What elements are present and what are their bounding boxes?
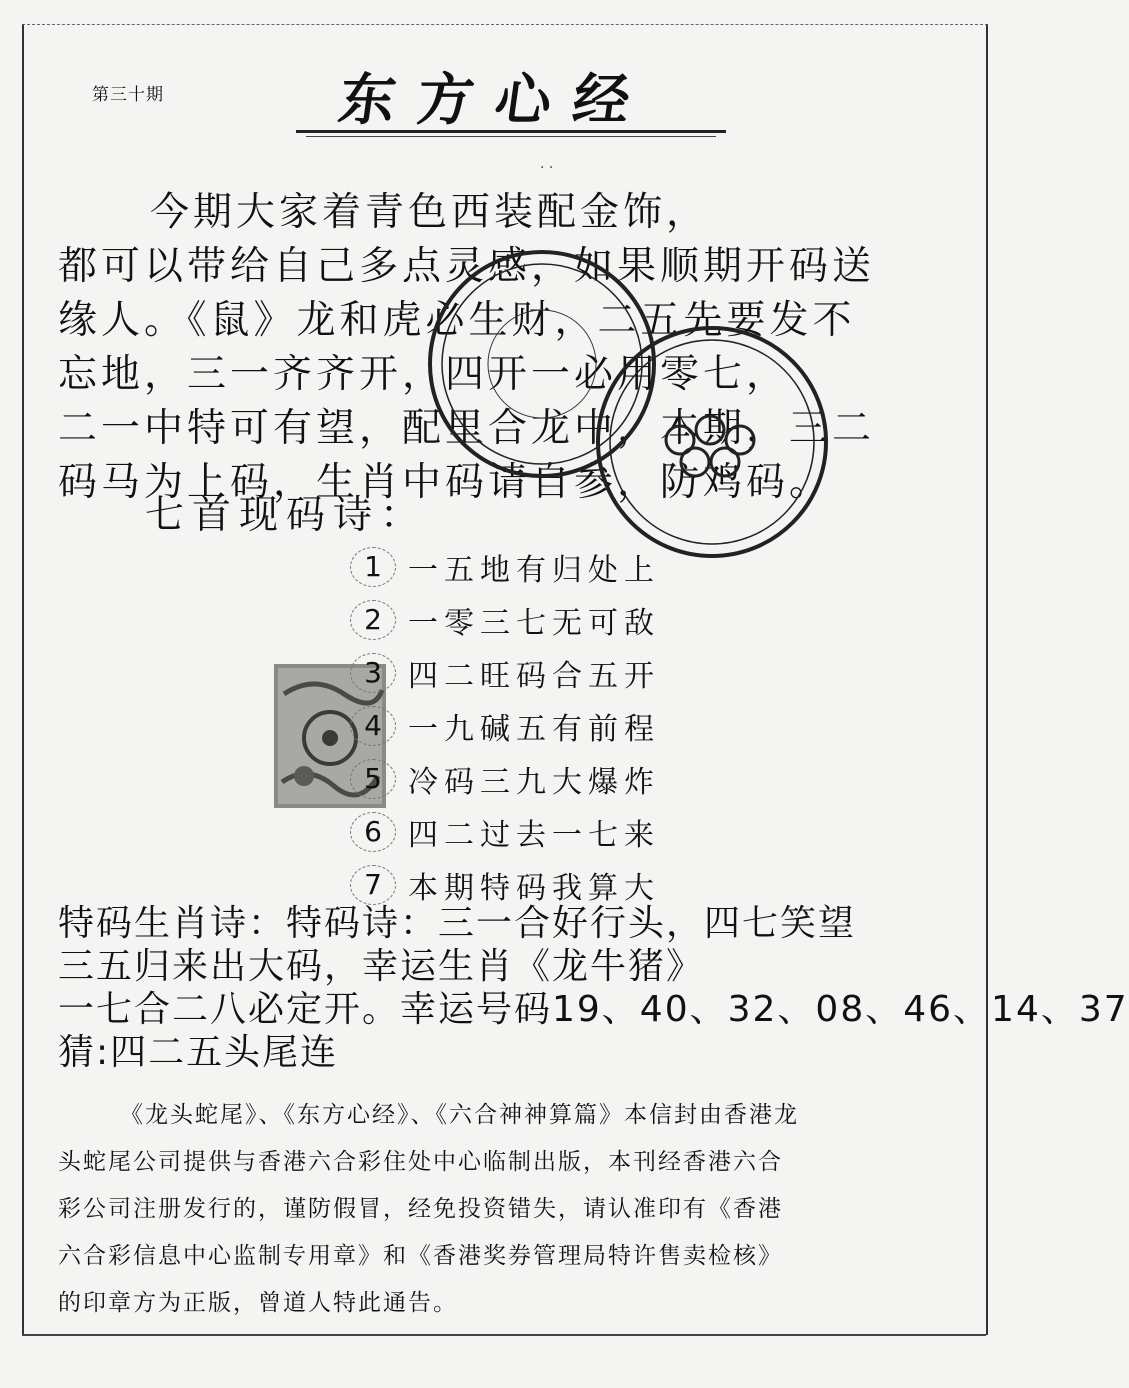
poem-line — [350, 646, 660, 699]
poem-text: 一九碱五有前程 — [408, 711, 660, 747]
poem-line — [350, 540, 660, 593]
title-underline-thin — [306, 136, 716, 137]
poem-text: 冷码三九大爆炸 — [408, 764, 660, 800]
poem-text: 四二过去一七来 — [408, 817, 660, 853]
intro-line: 码马为上码，生肖中码请自参，防鸡码。 — [58, 460, 833, 505]
notice-line: 《龙头蛇尾》、《东方心经》、《六合神神算篇》本信封由香港龙 — [120, 1102, 799, 1128]
poem-number: 1 — [350, 547, 396, 587]
special-code-section — [58, 902, 1129, 1074]
poem-number: 7 — [350, 865, 396, 905]
poem-text: 本期特码我算大 — [408, 870, 660, 906]
publisher-notice — [58, 1092, 958, 1327]
poem-list — [350, 540, 660, 911]
poem-line — [350, 699, 660, 752]
poem-text: 四二旺码合五开 — [408, 658, 660, 694]
intro-line: 缘人。《鼠》龙和虎必生财，二五先要发不 — [58, 298, 856, 343]
issue-number: 第三十期 — [92, 85, 164, 105]
notice-line: 六合彩信息中心监制专用章》和《香港奖券管理局特许售卖检核》 — [58, 1243, 783, 1269]
poem-text: 一五地有归处上 — [408, 552, 660, 588]
poem-line — [350, 593, 660, 646]
poem-number: 4 — [350, 706, 396, 746]
notice-line: 彩公司注册发行的，谨防假冒，经免投资错失，请认准印有《香港 — [58, 1196, 783, 1222]
round-seal-stamp-second — [592, 322, 832, 562]
page-title: 东方心经 — [334, 67, 657, 133]
title-underline — [296, 130, 726, 133]
notice-line: 的印章方为正版，曾道人特此通告。 — [58, 1290, 458, 1316]
intro-line: 今期大家着青色西装配金饰， — [150, 190, 710, 235]
poem-line — [350, 752, 660, 805]
poem-number: 6 — [350, 812, 396, 852]
special-line: 特码生肖诗：特码诗：三一合好行头，四七笑望 — [58, 903, 857, 944]
poem-number: 5 — [350, 759, 396, 799]
special-line: 三五归来出大码，幸运生肖《龙牛猪》 — [58, 946, 705, 987]
intro-line: 忘地，三一齐齐开，四开一必用零七， — [58, 352, 790, 397]
poem-line — [350, 805, 660, 858]
page-bottom-border — [22, 1334, 986, 1336]
intro-line: 都可以带给自己多点灵感，如果顺期开码送 — [58, 244, 876, 289]
poem-text: 一零三七无可敌 — [408, 605, 660, 641]
special-line: 一七合二八必定开。幸运号码19、40、32、08、46、14、37 — [58, 989, 1129, 1030]
decorative-dots: · · — [540, 160, 554, 176]
special-line: 猜:四二五头尾连 — [58, 1032, 339, 1073]
poem-heading: 七首现码诗： — [145, 493, 428, 538]
poem-number: 3 — [350, 653, 396, 693]
intro-line: 二一中特可有望，配里合龙中，本期，三二 — [58, 406, 876, 451]
poem-number: 2 — [350, 600, 396, 640]
notice-line: 头蛇尾公司提供与香港六合彩住处中心临制出版，本刊经香港六合 — [58, 1149, 783, 1175]
